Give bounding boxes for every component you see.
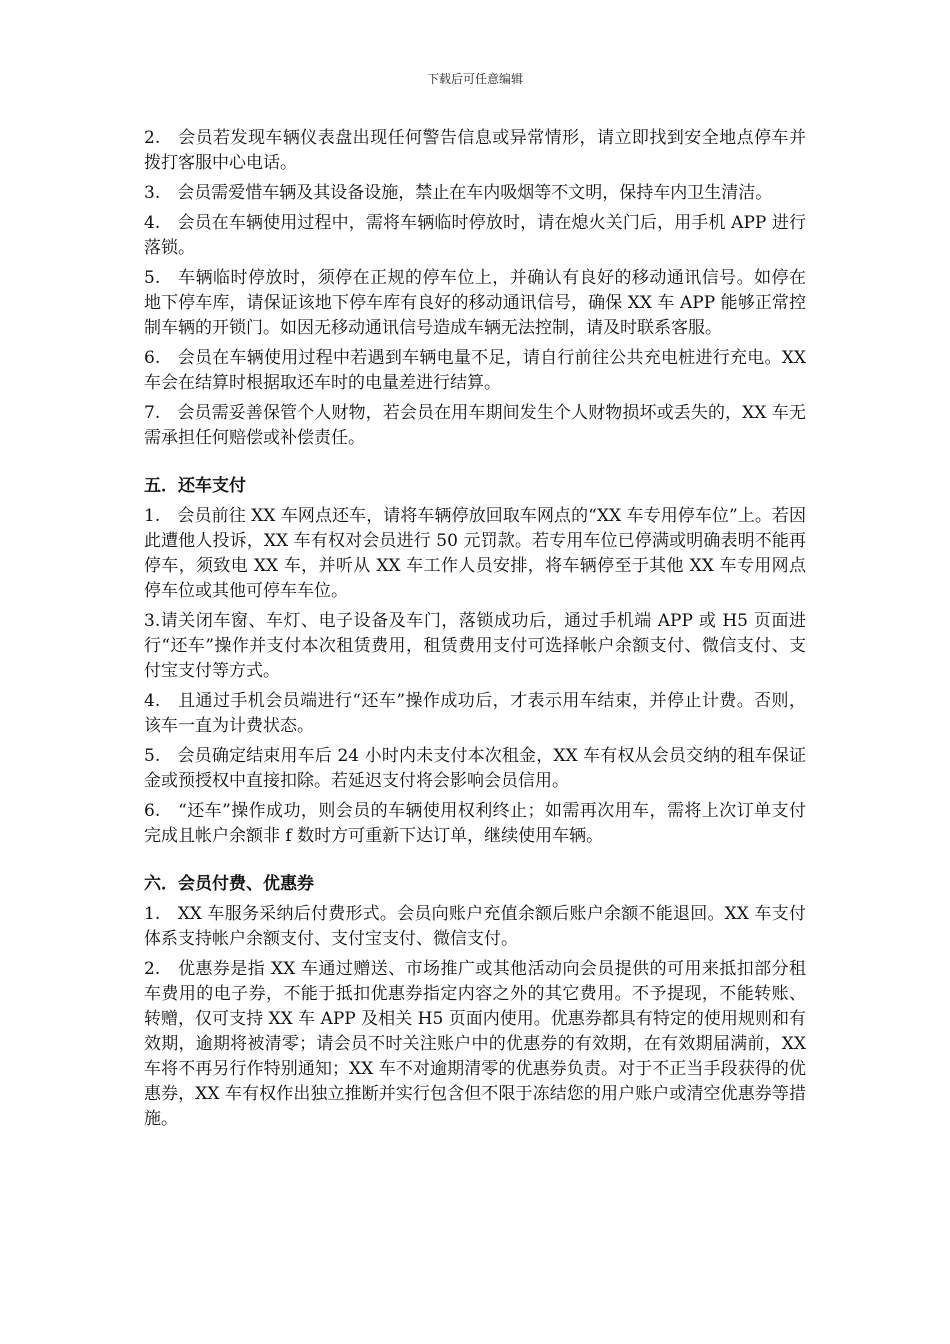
document-body	[144, 126, 806, 1137]
list-item: 1. 会员前往 XX 车网点还车，请将车辆停放回取车网点的“XX 车专用停车位”上。若因此遭他人投诉，XX 车有权对会员进行 50 元罚款。若专用车位已停满或明确表明不能再停车，须致电 XX 车，并听从 XX 车工作人员安排，将车辆停至于其他 XX 车专用网点停车位或其他可停车车位。	[144, 506, 806, 601]
header-note: 下载后可任意编辑	[426, 72, 523, 86]
list-item: 2. 会员若发现车辆仪表盘出现任何警告信息或异常情形，请立即找到安全地点停车并拨打客服中心电话。	[144, 128, 806, 173]
list-item: 6. “还车”操作成功，则会员的车辆使用权利终止；如需再次用车，需将上次订单支付完成且帐户余额非 f 数时方可重新下达订单，继续使用车辆。	[144, 801, 806, 846]
section-5	[144, 474, 806, 849]
list-item: 3. 会员需爱惜车辆及其设备设施，禁止在车内吸烟等不文明，保持车内卫生清洁。	[144, 183, 773, 203]
list-item: 5. 会员确定结束用车后 24 小时内未支付本次租金，XX 车有权从会员交纳的租车保证金或预授权中直接扣除。若延迟支付将会影响会员信用。	[144, 746, 806, 791]
section-heading: 五．还车支付	[144, 476, 246, 496]
list-item: 2. 优惠券是指 XX 车通过赠送、市场推广或其他活动向会员提供的可用来抵扣部分租车费用的电子券，不能于抵扣优惠券指定内容之外的其它费用。不予提现，不能转账、转赠，仅可支持 XX 车 APP 及相关 H5 页面内使用。优惠券都具有特定的使用规则和有效期，逾期将被清零；请会员不时关注账户中的优惠券的有效期，在有效期届满前，XX 车将不再另行作特别通知；XX 车不对逾期清零的优惠券负责。对于不正当手段获得的优惠券，XX 车有权作出独立推断并实行包含但不限于冻结您的用户账户或清空优惠券等措施。	[144, 959, 806, 1129]
section-heading: 六．会员付费、优惠券	[144, 874, 314, 894]
list-item: 3.请关闭车窗、车灯、电子设备及车门，落锁成功后，通过手机端 APP 或 H5 页面进行“还车”操作并支付本次租赁费用，租赁费用支付可选择帐户余额支付、微信支付、支付宝支付等方式。	[144, 611, 806, 681]
section-4-continued	[144, 126, 806, 451]
list-item: 6. 会员在车辆使用过程中若遇到车辆电量不足，请自行前往公共充电桩进行充电。XX 车会在结算时根据取还车时的电量差进行结算。	[144, 348, 806, 393]
list-item: 4. 会员在车辆使用过程中，需将车辆临时停放时，请在熄火关门后，用手机 APP 进行落锁。	[144, 213, 806, 258]
list-item: 1. XX 车服务采纳后付费形式。会员向账户充值余额后账户余额不能退回。XX 车支付体系支持帐户余额支付、支付宝支付、微信支付。	[144, 904, 806, 949]
list-item: 7. 会员需妥善保管个人财物，若会员在用车期间发生个人财物损坏或丢失的，XX 车无需承担任何赔偿或补偿责任。	[144, 403, 806, 448]
section-6	[144, 872, 806, 1132]
list-item: 4. 且通过手机会员端进行“还车”操作成功后，才表示用车结束，并停止计费。否则，该车一直为计费状态。	[144, 691, 806, 736]
list-item: 5. 车辆临时停放时，须停在正规的停车位上，并确认有良好的移动通讯信号。如停在地下停车库，请保证该地下停车库有良好的移动通讯信号，确保 XX 车 APP 能够正常控制车辆的开锁门。如因无移动通讯信号造成车辆无法控制，请及时联系客服。	[144, 268, 806, 338]
